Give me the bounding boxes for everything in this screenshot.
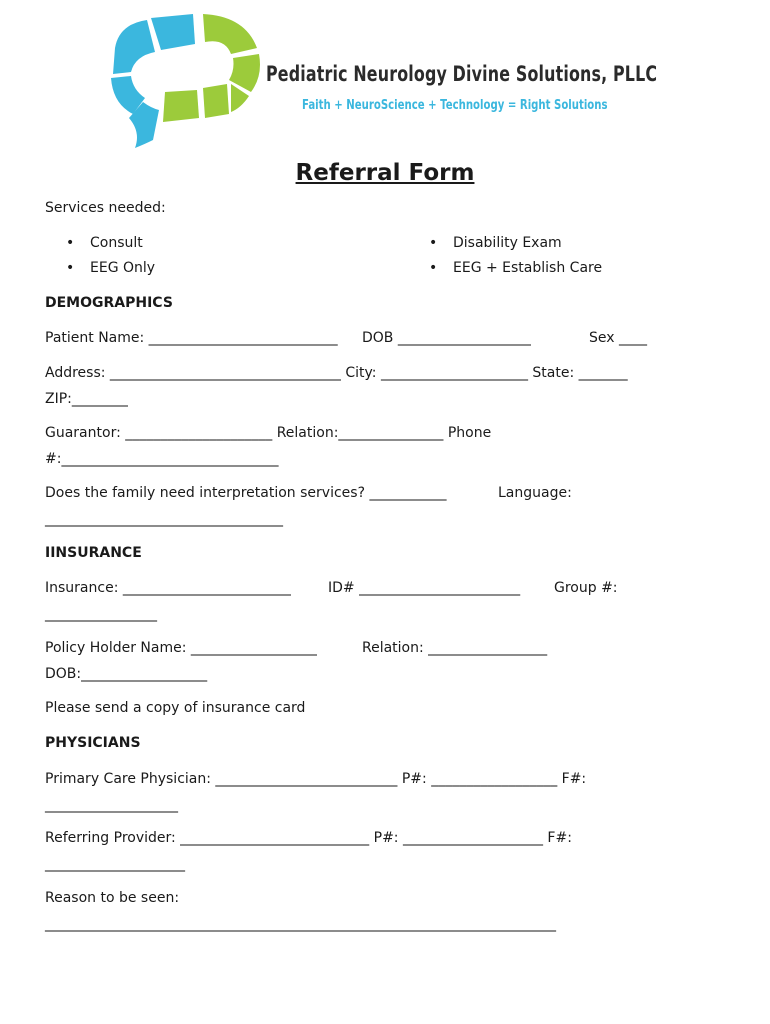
policy-holder-field[interactable]: Policy Holder Name: __________________ [45,640,317,656]
bullet-icon: • [429,260,438,276]
group-label: Group #: [554,580,618,596]
interpretation-field[interactable]: Does the family need interpretation services? ___________ [45,485,447,501]
bullet-icon: • [66,260,75,276]
referring-provider-field[interactable]: Referring Provider: ___________________________ P#: ____________________ F#: [45,830,572,846]
form-title: Referral Form [295,160,475,186]
pcp-field[interactable]: Primary Care Physician: __________________________ P#: __________________ F#: [45,771,587,787]
demographics-heading: DEMOGRAPHICS [45,295,173,311]
logo-blue-segment-1 [113,20,155,74]
company-logo [105,10,265,150]
logo-green-segment-3 [203,84,229,118]
bullet-icon: • [429,235,438,251]
guarantor-field[interactable]: Guarantor: _____________________ Relation:_______________ Phone [45,425,492,441]
language-field[interactable]: __________________________________ [45,511,283,527]
logo-green-segment-4 [163,90,199,122]
services-label: Services needed: [45,200,166,216]
insurance-heading: IINSURANCE [45,545,142,561]
phone-field[interactable]: #:_______________________________ [45,451,279,467]
group-field[interactable]: ________________ [45,606,157,622]
company-tagline: Faith + NeuroScience + Technology = Right Solutions [302,98,608,113]
patient-name-field[interactable]: Patient Name: ___________________________ [45,330,338,346]
insurance-card-note: Please send a copy of insurance card [45,700,306,716]
address-field[interactable]: Address: _________________________________ City: _____________________ State: _______ [45,365,628,381]
company-name: Pediatric Neurology Divine Solutions, PLLC [266,62,658,86]
reason-label: Reason to be seen: [45,890,180,906]
referring-fax-field[interactable]: ____________________ [45,856,185,872]
logo-blue-segment-2 [151,14,195,50]
sex-field[interactable]: Sex ____ [589,330,647,346]
physicians-heading: PHYSICIANS [45,735,141,751]
language-label: Language: [498,485,572,501]
bullet-icon: • [66,235,75,251]
dob-field[interactable]: DOB ___________________ [362,330,531,346]
reason-field[interactable]: _________________________________________________________________________ [45,916,556,932]
logo-green-segment-1 [203,14,257,54]
insurance-field[interactable]: Insurance: ________________________ [45,580,291,596]
pcp-fax-field[interactable]: ___________________ [45,797,178,813]
policy-relation-field[interactable]: Relation: _________________ [362,640,548,656]
insurance-id-field[interactable]: ID# _______________________ [328,580,521,596]
zip-field[interactable]: ZIP:________ [45,391,128,407]
policy-dob-field[interactable]: DOB:__________________ [45,666,208,682]
